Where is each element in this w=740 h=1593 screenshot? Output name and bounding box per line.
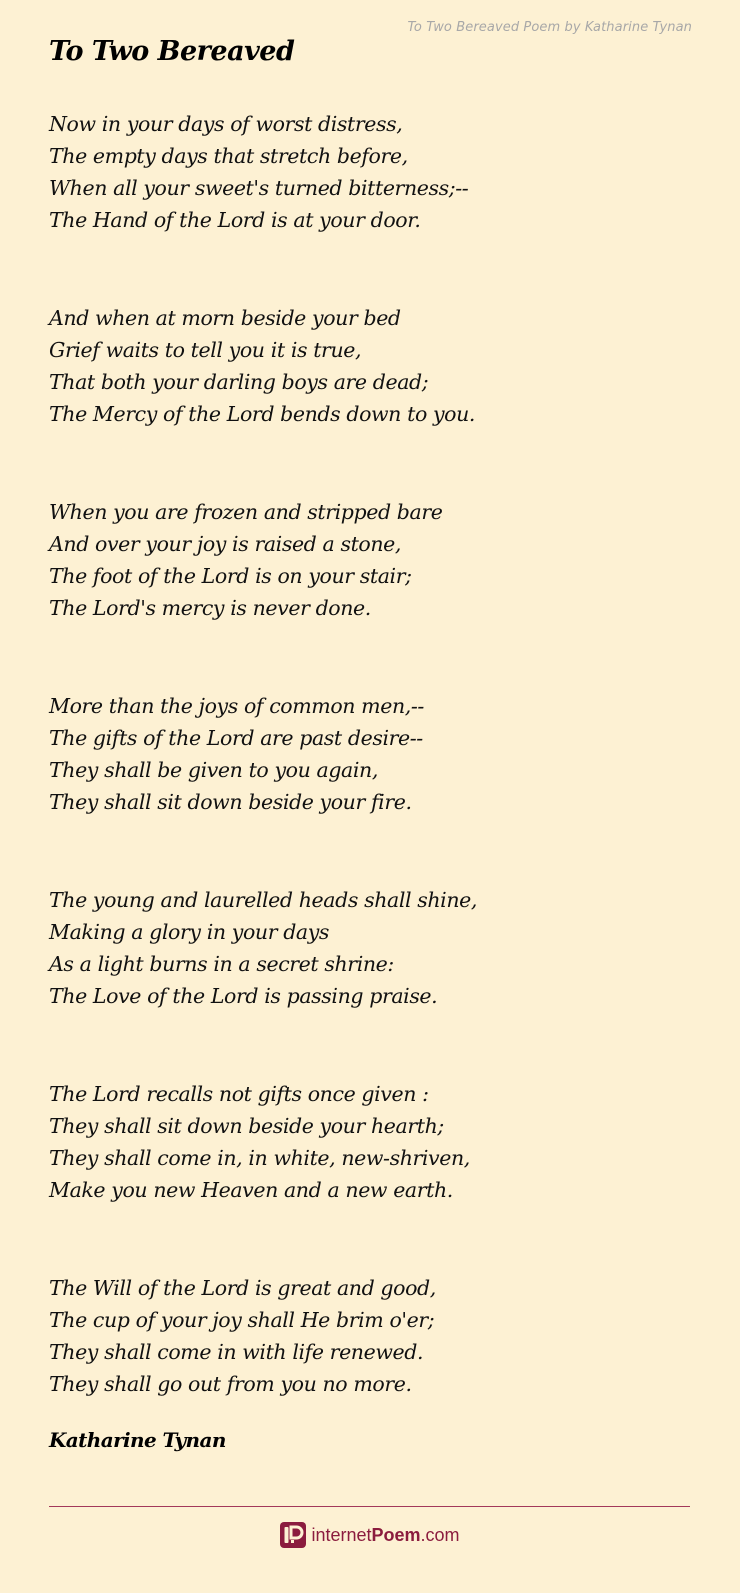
site-name-prefix: internet	[311, 1524, 372, 1545]
poem-line: More than the joys of common men,--	[49, 694, 424, 718]
poem-line: The empty days that stretch before,	[49, 144, 408, 168]
poem-line: That both your darling boys are dead;	[49, 370, 429, 394]
poem-title: To Two Bereaved	[49, 36, 295, 67]
poem-line: The cup of your joy shall He brim o'er;	[49, 1308, 435, 1332]
poem-line: Make you new Heaven and a new earth.	[49, 1178, 453, 1202]
poem-line: The Mercy of the Lord bends down to you.	[49, 402, 476, 426]
poem-line: They shall come in, in white, new-shriven,	[49, 1146, 470, 1170]
poem-line: Grief waits to tell you it is true,	[49, 338, 362, 362]
poem-line: They shall be given to you again,	[49, 758, 378, 782]
stanza	[49, 1078, 709, 1206]
poem-line: And over your joy is raised a stone,	[49, 532, 402, 556]
stanza	[49, 302, 709, 430]
poem-line: The Lord's mercy is never done.	[49, 596, 371, 620]
poem-line: The Hand of the Lord is at your door.	[49, 208, 421, 232]
stanza	[49, 884, 709, 1012]
internetpoem-logo-icon	[280, 1522, 306, 1548]
poem-line: The foot of the Lord is on your stair;	[49, 564, 412, 588]
poem-line: The young and laurelled heads shall shine,	[49, 888, 477, 912]
stanza	[49, 496, 709, 624]
stanza	[49, 1272, 709, 1400]
poem-line: And when at morn beside your bed	[49, 306, 401, 330]
poem-line: Making a glory in your days	[49, 920, 330, 944]
poem-body	[49, 108, 709, 1466]
stanza	[49, 690, 709, 818]
poem-line: As a light burns in a secret shrine:	[49, 952, 394, 976]
footer-divider	[49, 1506, 690, 1507]
site-name-suffix: .com	[420, 1524, 460, 1545]
header-credit: To Two Bereaved Poem by Katharine Tynan	[407, 20, 692, 35]
site-footer[interactable]	[0, 1518, 740, 1552]
poem-line: They shall sit down beside your hearth;	[49, 1114, 444, 1138]
site-name-bold: Poem	[371, 1524, 421, 1545]
poem-author: Katharine Tynan	[49, 1428, 226, 1452]
poem-line: The Love of the Lord is passing praise.	[49, 984, 438, 1008]
poem-line: The Lord recalls not gifts once given :	[49, 1082, 429, 1106]
poem-line: The Will of the Lord is great and good,	[49, 1276, 436, 1300]
poem-line: They shall go out from you no more.	[49, 1372, 412, 1396]
poem-line: They shall sit down beside your fire.	[49, 790, 412, 814]
poem-line: They shall come in with life renewed.	[49, 1340, 424, 1364]
stanza	[49, 108, 709, 236]
poem-line: When all your sweet's turned bitterness;--	[49, 176, 469, 200]
poem-line: When you are frozen and stripped bare	[49, 500, 443, 524]
site-name-link[interactable]	[311, 1525, 459, 1546]
poem-line: Now in your days of worst distress,	[49, 112, 403, 136]
poem-line: The gifts of the Lord are past desire--	[49, 726, 423, 750]
